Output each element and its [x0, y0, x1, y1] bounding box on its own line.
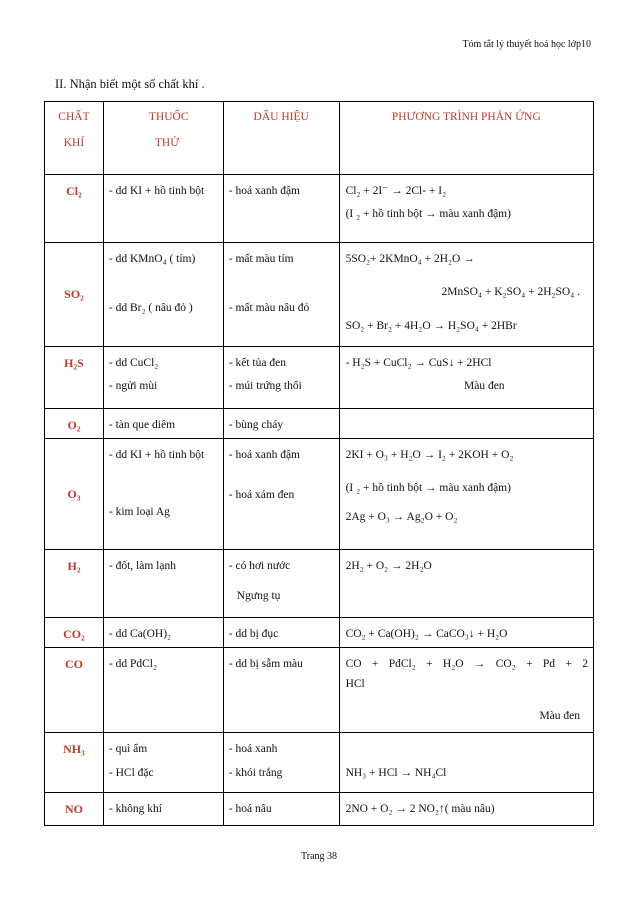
equation-note: Màu đen — [539, 710, 580, 722]
header-gas-line1: CHẤT — [58, 111, 90, 123]
section-title: II. Nhận biết một số chất khí . — [55, 77, 205, 91]
equation-line: SO₂ + Br₂ + 4H₂O → H₂SO₄ + 2HBr — [345, 320, 517, 332]
header-sign: DẤU HIỆU — [223, 102, 339, 175]
reagent-cell: - dd Ca(OH)₂ — [103, 618, 223, 648]
equation-cell — [339, 409, 593, 439]
gas-cell: H₂ — [45, 550, 104, 618]
table-header-row — [45, 102, 594, 175]
reagent-cell — [103, 347, 223, 409]
table-row-o2 — [45, 409, 594, 439]
table-row-h2 — [45, 550, 594, 618]
sign-line: - có hơi nước — [228, 560, 291, 572]
sign-line: - hoá xanh — [228, 743, 278, 755]
header-reagent-line2: THỬ — [154, 137, 180, 149]
gas-cell: NH₃ — [45, 733, 104, 793]
sign-cell — [223, 550, 339, 618]
reagent-cell: - không khí — [103, 793, 223, 826]
sign-line: - hoá xanh đậm — [228, 449, 300, 461]
sign-cell — [223, 439, 339, 550]
table-row-h2s — [45, 347, 594, 409]
sign-cell — [223, 347, 339, 409]
reagent-cell — [103, 439, 223, 550]
reagent-cell: - dd KI + hồ tinh bột — [103, 175, 223, 243]
reagent-line: - dd KMnO₄ ( tím) — [108, 253, 196, 265]
equation-line: NH₃ + HCl → NH₄Cl — [345, 767, 447, 779]
reagent-cell: - dd PdCl₂ — [103, 648, 223, 733]
equation-line: 2Ag + O₃ → Ag₂O + O₂ — [345, 511, 458, 523]
equation-cell: 2NO + O₂ → 2 NO₂↑( màu nâu) — [339, 793, 593, 826]
sign-line: - hoá xám đen — [228, 489, 295, 501]
table-row-o3 — [45, 439, 594, 550]
gas-cell: H₂S — [45, 347, 104, 409]
reagent-line: - dd KI + hồ tinh bột — [108, 449, 205, 461]
sign-cell: - bùng cháy — [223, 409, 339, 439]
table-row-co2 — [45, 618, 594, 648]
sign-cell: - hoá nâu — [223, 793, 339, 826]
header-reagent-line1: THUỐC — [148, 111, 189, 123]
sign-cell: - dd bị sẫm màu — [223, 648, 339, 733]
table-row-cl2 — [45, 175, 594, 243]
equation-note: Màu đen — [464, 380, 505, 392]
page-number: Trang 38 — [300, 851, 338, 862]
header-gas-line2: KHÍ — [63, 137, 85, 149]
sign-line: - khói trắng — [228, 767, 283, 779]
equation-line: Cl₂ + 2I⁻ → 2Cl- + I₂ — [345, 185, 447, 197]
sign-line: - kết tủa đen — [228, 357, 286, 369]
reagent-cell: - đốt, làm lạnh — [103, 550, 223, 618]
gas-cell: SO₂ — [45, 243, 104, 347]
gas-identification-table — [44, 101, 594, 826]
header-equation: PHƯƠNG TRÌNH PHẢN ỨNG — [339, 102, 593, 175]
reagent-cell — [103, 733, 223, 793]
equation-line: 5SO₂+ 2KMnO₄ + 2H₂O → — [345, 253, 475, 265]
sign-line: - mất màu tím — [228, 253, 294, 265]
reagent-line: - dd Br₂ ( nâu đỏ ) — [108, 302, 193, 314]
equation-cell — [339, 175, 593, 243]
page-header: Tóm tắt lý thuyết hoá học lớp10 — [462, 39, 591, 50]
reagent-line: - ngửi mùi — [108, 380, 158, 392]
equation-cell — [339, 648, 593, 733]
gas-cell: CO — [45, 648, 104, 733]
reagent-line: - HCl đặc — [108, 767, 154, 779]
header-reagent — [103, 102, 223, 175]
sign-cell — [223, 243, 339, 347]
equation-cell: CO₂ + Ca(OH)₂ → CaCO₃↓ + H₂O — [339, 618, 593, 648]
gas-cell: CO₂ — [45, 618, 104, 648]
sign-cell — [223, 733, 339, 793]
sign-line: - mất màu nâu đỏ — [228, 302, 310, 314]
gas-cell: O₃ — [45, 439, 104, 550]
reagent-line: - kim loại Ag — [108, 506, 170, 518]
sign-line: Ngưng tụ — [236, 590, 281, 602]
equation-cell — [339, 243, 593, 347]
sign-cell: - hoá xanh đậm — [223, 175, 339, 243]
sign-line: - múi trứng thối — [228, 380, 302, 392]
equation-cell: 2H₂ + O₂ → 2H₂O — [339, 550, 593, 618]
equation-note: (I ₂ + hồ tinh bột → màu xanh đậm) — [345, 208, 511, 220]
equation-line: 2MnSO₄ + K₂SO₄ + 2H₂SO₄ . — [441, 286, 580, 298]
reagent-line: - quì ẩm — [108, 743, 148, 755]
equation-cell — [339, 439, 593, 550]
equation-note: (I ₂ + hồ tinh bột → màu xanh đậm) — [345, 482, 511, 494]
header-gas — [45, 102, 104, 175]
equation-cell — [339, 733, 593, 793]
table-row-so2 — [45, 243, 594, 347]
equation-line: 2KI + O₃ + H₂O → I₂ + 2KOH + O₂ — [345, 449, 514, 461]
reagent-cell: - tàn que diêm — [103, 409, 223, 439]
equation-cell — [339, 347, 593, 409]
gas-cell: Cl₂ — [45, 175, 104, 243]
equation-line: CO + PdCl₂ + H₂O → CO₂ + Pd + 2 — [345, 658, 588, 670]
reagent-line: - dd CuCl₂ — [108, 357, 159, 369]
equation-line: HCl — [345, 678, 365, 690]
equation-line: - H₂S + CuCl₂ → CuS↓ + 2HCl — [345, 357, 492, 369]
table-row-nh3 — [45, 733, 594, 793]
sign-cell: - dd bị đục — [223, 618, 339, 648]
reagent-cell — [103, 243, 223, 347]
table-row-co — [45, 648, 594, 733]
table-row-no — [45, 793, 594, 826]
gas-cell: NO — [45, 793, 104, 826]
gas-cell: O₂ — [45, 409, 104, 439]
